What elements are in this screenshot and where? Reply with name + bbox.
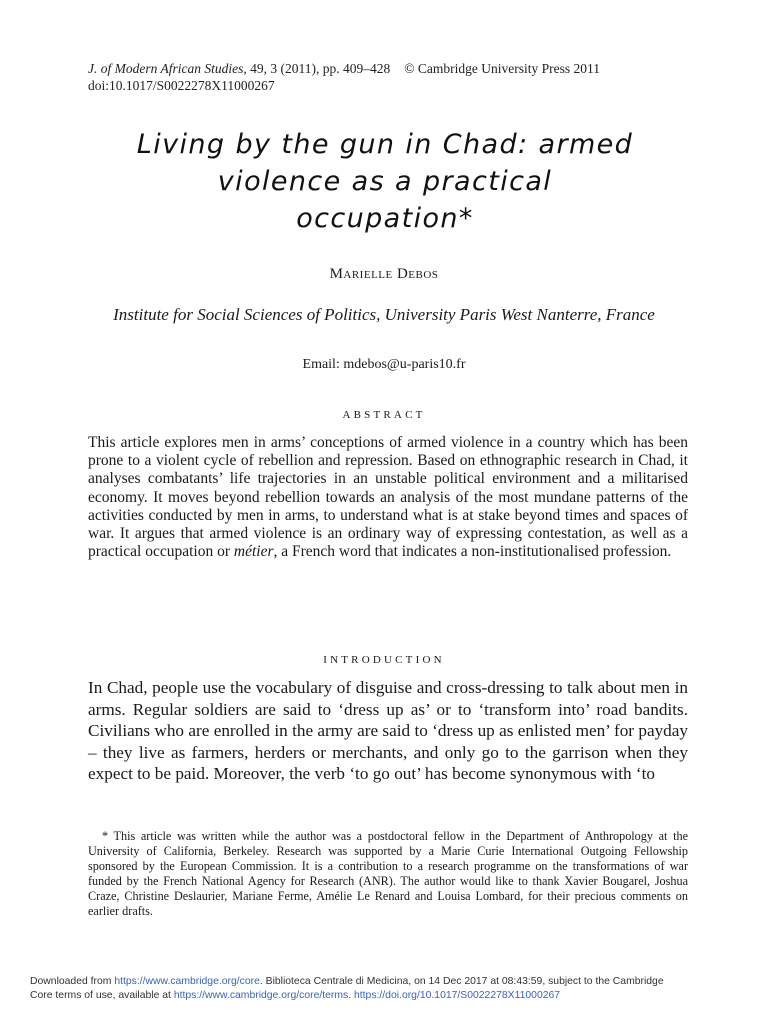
download-suffix: . Biblioteca Centrale di Medicina, on 14 Dec 2017 at 08:43:59, subject to the Cambridge	[259, 976, 664, 987]
download-notice	[30, 975, 750, 1002]
article-title	[60, 126, 710, 237]
cambridge-core-link[interactable]: https://www.cambridge.org/core	[114, 976, 260, 987]
citation-line	[88, 60, 688, 77]
doi: doi:10.1017/S0022278X11000267	[88, 78, 275, 93]
abstract-text-part-1: This article explores men in arms’ conceptions of armed violence in a country which has been prone to a violent cycle of rebellion and repression. Based on ethnographic research in Chad, it analyses combatants’ life trajectories in an unstable political environment and a militarised economy. It moves beyond rebellion towards an analysis of the most mundane patterns of the activities conducted by men in arms, to understand what is at stake beyond times and spaces of war. It argues that armed violence is an ordinary way of expressing contestation, as well as a practical occupation or	[88, 434, 688, 561]
footnote-text: * This article was written while the author was a postdoctoral fellow in the Department of Anthropology at the University of California, Berkeley. Research was supported by a Marie Curie International Outgoing Fellowship sponsored by the European Commission. It is a contribution to a research programme on the transformations of war funded by the French National Agency for Research (ANR). The author would like to thank Xavier Bougarel, Joshua Craze, Christine Deslaurier, Mariane Ferme, Amélie Le Renard and Louisa Lombard, for their precious comments on earlier drafts.	[88, 829, 688, 919]
copyright-notice: © Cambridge University Press 2011	[404, 61, 600, 76]
abstract-heading: ABSTRACT	[342, 409, 426, 421]
download-prefix: Downloaded from	[30, 976, 115, 987]
download-notice-line-2	[30, 989, 750, 1003]
title-line-3: occupation*	[296, 203, 474, 234]
terms-prefix: Core terms of use, available at	[30, 989, 174, 1001]
abstract-text	[88, 434, 688, 561]
title-line-1: Living by the gun in Chad: armed	[136, 129, 634, 160]
abstract-italic-term: métier	[233, 543, 274, 561]
author-name: Marielle Debos	[329, 266, 439, 282]
terms-link[interactable]: https://www.cambridge.org/core/terms	[173, 989, 349, 1001]
link-separator: .	[348, 989, 354, 1001]
abstract-text-part-2: , a French word that indicates a non-institutionalised profession.	[273, 543, 672, 561]
journal-header	[88, 60, 688, 94]
introduction-text	[88, 677, 688, 785]
title-line-2: violence as a practical	[217, 166, 553, 197]
author-affiliation: Institute for Social Sciences of Politics, University Paris West Nanterre, France	[113, 305, 655, 324]
introduction-paragraph: In Chad, people use the vocabulary of disguise and cross-dressing to talk about men in arms. Regular soldiers are said to ‘dress up as’ or to ‘transform into’ road bandits. Civilians who are enrolled in the army are said to ‘dress up as enlisted men’ for payday – they live as farmers, herders or merchants, and only go to the garrison when they expect to be paid. Moreover, the verb ‘to go out’ has become synonymous with ‘to	[88, 678, 688, 784]
author-email: Email: mdebos@u-paris10.fr	[302, 357, 466, 372]
journal-name: J. of Modern African Studies	[88, 61, 244, 76]
doi-link[interactable]: https://doi.org/10.1017/S0022278X11000267	[354, 989, 561, 1001]
download-notice-line-1	[30, 975, 750, 989]
journal-citation: , 49, 3 (2011), pp. 409–428	[243, 61, 391, 76]
introduction-heading: INTRODUCTION	[323, 654, 445, 666]
footnote	[88, 829, 688, 920]
